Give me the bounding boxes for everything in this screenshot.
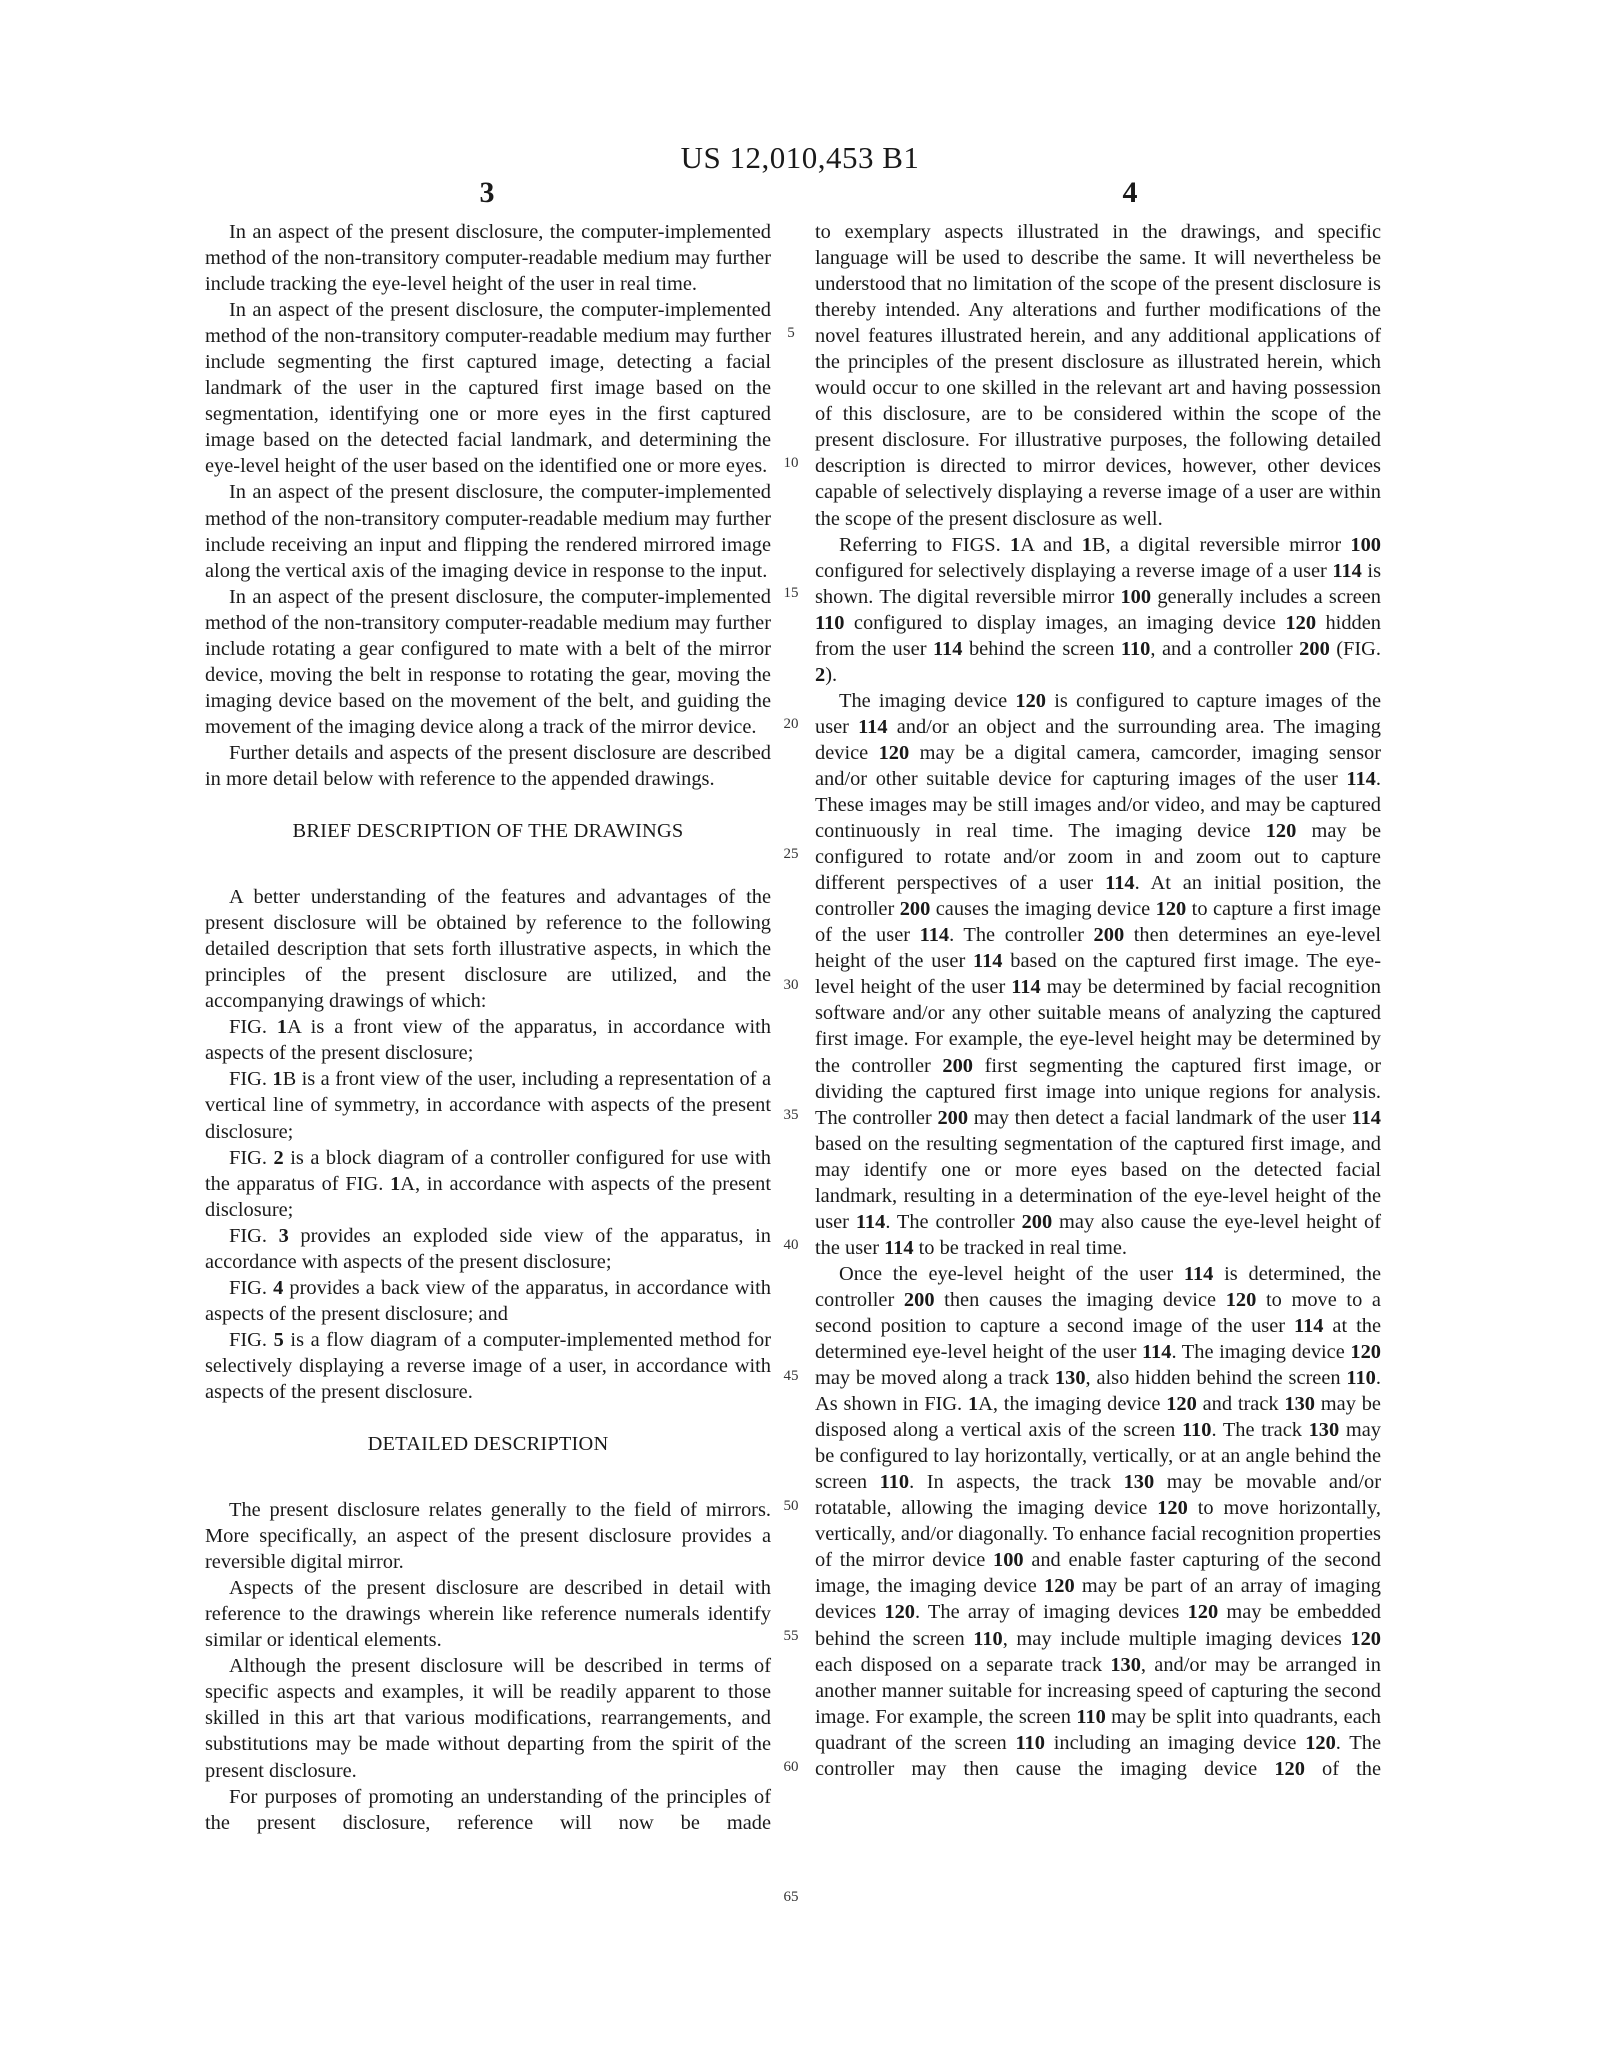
reference-numeral: 120 — [1225, 1288, 1257, 1311]
figure-description-1b: FIG. 1B is a front view of the user, including a representation of a vertical line of symmetry, in accordance with aspects of the present disclosure; — [205, 1068, 771, 1143]
left-column — [205, 219, 771, 1836]
paragraph: Although the present disclosure will be described in terms of specific aspects and examples, it will be readily apparent to those skilled in this art that various modifications, rearrangements, and substitutions may be made without departing from the spirit of the present disclosure. — [205, 1655, 771, 1782]
column-number-right: 4 — [1122, 176, 1138, 209]
reference-numeral: 110 — [973, 1627, 1003, 1650]
paragraph: In an aspect of the present disclosure, the computer-implemented method of the non-transitory computer-readable medium may further include receiving an input and flipping the rendered mirrored image along the vertical axis of the imaging device in response to the input. — [205, 481, 771, 582]
column-number-left: 3 — [479, 176, 495, 209]
line-number: 30 — [783, 977, 799, 993]
figure-description-4: FIG. 4 provides a back view of the apparatus, in accordance with aspects of the present disclosure; and — [205, 1276, 771, 1325]
reference-numeral: 120 — [878, 741, 910, 764]
line-number: 10 — [783, 455, 799, 471]
reference-numeral: 120 — [1155, 898, 1187, 921]
paragraph: to exemplary aspects illustrated in the drawings, and specific language will be used to describe the same. It will nevertheless be understood that no limitation of the scope of the present disclosure is thereby intended. Any alterations and further modifications of the novel features illustrated herein, and any additional applications of the principles of the present disclosure as illustrated herein, which would occur to one skilled in the relevant art and having possession of this disclosure, are to be considered within the scope of the present disclosure. For illustrative purposes, the following detailed description is directed to mirror devices, however, other devices capable of selectively displaying a reverse image of a user are within the scope of the present disclosure as well. — [815, 221, 1381, 530]
reference-numeral: 114 — [1105, 872, 1135, 895]
reference-numeral: 200 — [899, 898, 931, 921]
paragraph: In an aspect of the present disclosure, the computer-implemented method of the non-transitory computer-readable medium may further include segmenting the first captured image, detecting a facial landmark of the user in the captured first image based on the segmentation, identifying one or more eyes in the first captured image based on the detected facial landmark, and determining the eye-level height of the user based on the identified one or more eyes. — [205, 299, 771, 478]
paragraph: In an aspect of the present disclosure, the computer-implemented method of the non-transitory computer-readable medium may further include tracking the eye-level height of the user in real time. — [205, 221, 771, 296]
figure-description-2: FIG. 2 is a block diagram of a controller configured for use with the apparatus of FIG. 1A, in accordance with aspects of the present disclosure; — [205, 1146, 771, 1221]
reference-numeral: 200 — [1299, 637, 1330, 660]
reference-numeral: 100 — [1350, 533, 1381, 556]
reference-numeral: 114 — [1294, 1314, 1324, 1337]
reference-numeral: 114 — [1332, 559, 1362, 582]
reference-numeral: 200 — [1093, 924, 1125, 947]
reference-numeral: 120 — [1044, 1575, 1075, 1598]
reference-numeral: 120 — [1166, 1393, 1197, 1416]
reference-numeral: 120 — [1274, 1757, 1305, 1780]
reference-numeral: 1 — [1081, 533, 1092, 556]
line-number: 45 — [783, 1368, 799, 1384]
reference-numeral: 114 — [858, 715, 888, 738]
reference-numeral: 200 — [903, 1288, 935, 1311]
reference-numeral: 110 — [1346, 1367, 1376, 1390]
reference-numeral: 114 — [855, 1210, 886, 1233]
reference-numeral: 114 — [1351, 1106, 1381, 1129]
figure-description-1a: FIG. 1A is a front view of the apparatus, in accordance with aspects of the present disclosure; — [205, 1016, 771, 1065]
reference-numeral: 114 — [973, 950, 1003, 973]
reference-numeral: 120 — [1350, 1627, 1381, 1650]
reference-numeral: 200 — [942, 1054, 973, 1077]
reference-numeral: 130 — [1123, 1471, 1155, 1494]
reference-numeral: 120 — [884, 1601, 915, 1624]
line-number: 55 — [783, 1628, 799, 1644]
line-number: 25 — [783, 846, 799, 862]
reference-numeral: 2 — [815, 663, 826, 686]
reference-numeral: 110 — [815, 611, 845, 634]
reference-numeral: 110 — [1120, 637, 1151, 660]
reference-numeral: 120 — [1285, 611, 1317, 634]
line-number: 15 — [783, 585, 799, 601]
line-number: 50 — [783, 1498, 799, 1514]
reference-numeral: 120 — [1157, 1497, 1188, 1520]
paragraph: The imaging device 120 is configured to capture images of the user 114 and/or an object and the surrounding area. The imaging device 120 may be a digital camera, camcorder, imaging sensor and/or other suitable device for capturing images of the user 114. These images may be still images and/or video, and may be captured continuously in real time. The imaging device 120 may be configured to rotate and/or zoom in and zoom out to capture different perspectives of a user 114. At an initial position, the controller 200 causes the imaging device 120 to capture a first image of the user 114. The controller 200 then determines an eye-level height of the user 114 based on the captured first image. The eye-level height of the user 114 may be determined by facial recognition software and/or any other suitable means of analyzing the captured first image. For example, the eye-level height may be determined by the controller 200 first segmenting the captured first image, or dividing the captured first image into unique regions for analysis. The controller 200 may then detect a facial landmark of the user 114 based on the resulting segmentation of the captured first image, and may identify one or more eyes based on the detected facial landmark, resulting in a determination of the eye-level height of the user 114. The controller 200 may also cause the eye-level height of the user 114 to be tracked in real time. — [815, 689, 1381, 1259]
paragraph: Aspects of the present disclosure are described in detail with reference to the drawings wherein like reference numerals identify similar or identical elements. — [205, 1577, 771, 1652]
reference-numeral: 1 — [1009, 533, 1021, 556]
paragraph: A better understanding of the features and advantages of the present disclosure will be obtained by reference to the following detailed description that sets forth illustrative aspects, in which the principles of the present disclosure are utilized, and the accompanying drawings of which: — [205, 886, 771, 1013]
reference-numeral: 130 — [1308, 1419, 1340, 1442]
paragraph: In an aspect of the present disclosure, the computer-implemented method of the non-transitory computer-readable medium may further include rotating a gear configured to mate with a belt of the mirror device, moving the belt in response to rotating the gear, moving the imaging device based on the movement of the belt, and guiding the movement of the imaging device along a track of the mirror device. — [205, 585, 771, 738]
line-number: 5 — [787, 325, 795, 341]
reference-numeral: 120 — [1350, 1341, 1381, 1364]
reference-numeral: 110 — [1181, 1419, 1212, 1442]
paragraph: The present disclosure relates generally to the field of mirrors. More specifically, an aspect of the present disclosure provides a reversible digital mirror. — [205, 1499, 771, 1574]
reference-numeral: 114 — [1011, 976, 1041, 999]
reference-numeral: 200 — [937, 1106, 969, 1129]
reference-numeral: 100 — [993, 1549, 1024, 1572]
reference-numeral: 110 — [1076, 1705, 1106, 1728]
reference-numeral: 114 — [1183, 1262, 1214, 1285]
reference-numeral: 100 — [1120, 585, 1152, 608]
line-number: 20 — [783, 716, 799, 732]
reference-numeral: 114 — [919, 924, 950, 947]
reference-numeral: 200 — [1021, 1210, 1053, 1233]
reference-numeral: 130 — [1054, 1367, 1086, 1390]
paragraph: For purposes of promoting an understanding of the principles of the present disclosure, reference will now be made — [205, 1785, 771, 1834]
paragraph: Further details and aspects of the present disclosure are described in more detail below with reference to the appended drawings. — [205, 741, 771, 790]
reference-numeral: 114 — [1346, 767, 1376, 790]
line-number: 40 — [783, 1237, 799, 1253]
reference-numeral: 120 — [1015, 689, 1046, 712]
figure-description-3: FIG. 3 provides an exploded side view of the apparatus, in accordance with aspects of the present disclosure; — [205, 1224, 771, 1273]
reference-numeral: 110 — [1015, 1731, 1045, 1754]
reference-numeral: 130 — [1284, 1393, 1315, 1416]
reference-numeral: 120 — [1305, 1731, 1336, 1754]
line-number: 60 — [783, 1759, 799, 1775]
paragraph: Referring to FIGS. 1A and 1B, a digital reversible mirror 100 configured for selectively displaying a reverse image of a user 114 is shown. The digital reversible mirror 100 generally includes a screen 110 configured to display images, an imaging device 120 hidden from the user 114 behind the screen 110, and a controller 200 (FIG. 2). — [815, 533, 1381, 686]
figure-description-5: FIG. 5 is a flow diagram of a computer-implemented method for selectively displaying a reverse image of a user, in accordance with aspects of the present disclosure. — [205, 1328, 771, 1403]
line-number: 35 — [783, 1107, 799, 1123]
reference-numeral: 120 — [1265, 820, 1297, 843]
reference-numeral: 110 — [879, 1471, 910, 1494]
reference-numeral: 130 — [1110, 1653, 1141, 1676]
line-number: 65 — [783, 1889, 799, 1905]
section-heading-drawings: BRIEF DESCRIPTION OF THE DRAWINGS — [292, 820, 684, 843]
patent-number-header: US 12,010,453 B1 — [680, 140, 920, 175]
reference-numeral: 120 — [1187, 1601, 1219, 1624]
reference-numeral: 114 — [884, 1236, 914, 1259]
reference-numeral: 114 — [1141, 1341, 1172, 1364]
paragraph: Once the eye-level height of the user 114 is determined, the controller 200 then causes the imaging device 120 to move to a second position to capture a second image of the user 114 at the determined eye-level height of the user 114. The imaging device 120 may be moved along a track 130, also hidden behind the screen 110. As shown in FIG. 1A, the imaging device 120 and track 130 may be disposed along a vertical axis of the screen 110. The track 130 may be configured to lay horizontally, vertically, or at an angle behind the screen 110. In aspects, the track 130 may be movable and/or rotatable, allowing the imaging device 120 to move horizontally, vertically, and/or diagonally. To enhance facial recognition properties of the mirror device 100 and enable faster capturing of the second image, the imaging device 120 may be part of an array of imaging devices 120. The array of imaging devices 120 may be embedded behind the screen 110, may include multiple imaging devices 120 each disposed on a separate track 130, and/or may be arranged in another manner suitable for increasing speed of capturing the second image. For example, the screen 110 may be split into quadrants, each quadrant of the screen 110 including an imaging device 120. The controller may then cause the imaging device 120 of the — [815, 1262, 1382, 1780]
reference-numeral: 114 — [932, 637, 963, 660]
section-heading-detailed: DETAILED DESCRIPTION — [367, 1433, 609, 1456]
reference-numeral: 1 — [967, 1393, 979, 1416]
right-column — [815, 219, 1381, 1782]
